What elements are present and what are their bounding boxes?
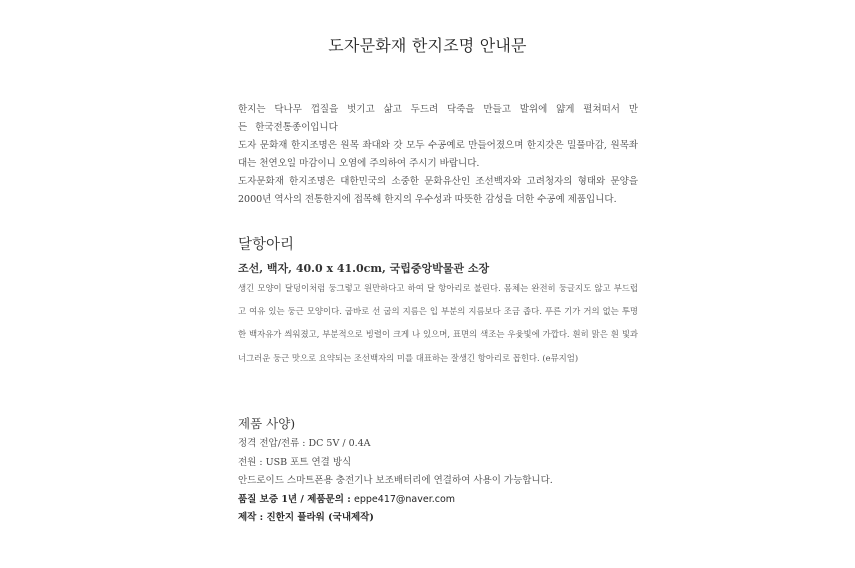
spec-maker: 제작 : 진한지 플라워 (국내제작) — [238, 512, 374, 524]
spec-rated: 정격 전압/전류 : DC 5V / 0.4A — [238, 438, 371, 449]
product-name: 달항아리 — [238, 237, 295, 253]
intro-paragraph-3: 도자문화재 한지조명은 대한민국의 소중한 문화유산인 조선백자와 고려청자의 형태와 문양을 2000년 역사의 전통한지에 접목해 한지의 우수성과 따뜻한 감성을 더한 수공예 제품입니다. — [238, 176, 638, 205]
contact-email: eppe417@naver.com — [354, 493, 456, 505]
intro-paragraph-1: 한지는 닥나무 껍질을 벗기고 삶고 두드려 닥죽을 만들고 발위에 얇게 펼쳐떠서 만든 한국전통종이입니다 — [238, 104, 638, 133]
product-description: 생긴 모양이 달덩이처럼 둥그렇고 원만하다고 하여 달 항아리로 불린다. 몸체는 완전히 둥글지도 않고 부드럽고 여유 있는 둥근 모양이다. 굽바로 선 굽의 지름은 입 부분의 지름보다 조금 좁다. 푸른 기가 거의 없는 투명한 백자유가 씌워졌고, 부분적으로 빙렬이 크게 나 있으며, 표면의 색조는 우윳빛에 가깝다. 흰히 맑은 흰 빛과 너그러운 둥근 맛으로 요약되는 조선백자의 미를 대표하는 잘생긴 항아리로 꼽힌다. (e뮤지엄) — [238, 283, 638, 363]
spec-warranty — [238, 491, 638, 510]
spec-compat: 안드로이드 스마트폰용 충전기나 보조배터리에 연결하여 사용이 가능합니다. — [238, 475, 553, 487]
spec-power: 전원 : USB 포트 연결 방식 — [238, 456, 352, 468]
spec-warranty-label: 품질 보증 1년 / 제품문의 : — [238, 493, 355, 505]
page-title: 도자문화재 한지조명 안내문 — [328, 36, 527, 55]
intro-section — [238, 101, 638, 209]
spec-title: 제품 사양) — [238, 416, 296, 431]
product-subtitle: 조선, 백자, 40.0 x 41.0cm, 국립중앙박물관 소장 — [238, 262, 490, 275]
product-description-section — [238, 277, 638, 370]
spec-section — [238, 435, 638, 528]
intro-paragraph-2: 도자 문화재 한지조명은 원목 좌대와 갓 모두 수공예로 만들어졌으며 한지갓은 밀풀마감, 원목좌대는 천연오일 마감이니 오염에 주의하여 주시기 바랍니다. — [238, 140, 638, 169]
